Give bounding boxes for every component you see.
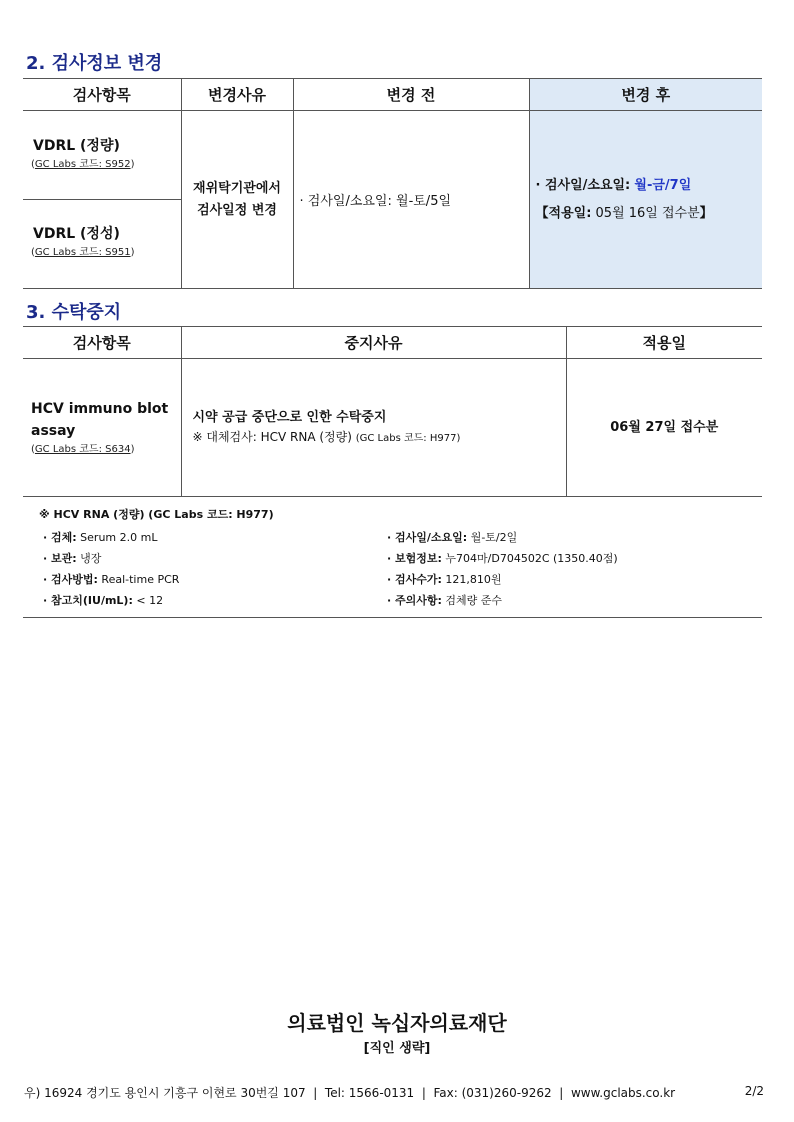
note-method: · 검사방법: Real-time PCR (43, 573, 180, 586)
after-apply-date: 【적용일: 05월 16일 접수분】 (535, 205, 713, 221)
col-header-before: 변경 전 (293, 79, 529, 111)
note-reference: · 참고치(IU/mL): < 12 (43, 594, 164, 607)
alternative-test: ※ 대체검사: HCV RNA (정량) (GC Labs 코드: H977) (192, 429, 461, 444)
table-row (23, 359, 762, 497)
col-header-change-reason: 변경사유 (181, 79, 293, 111)
seal-omitted: [직인 생략] (363, 1041, 431, 1056)
before-value: · 검사일/소요일: 월-토/5일 (299, 194, 452, 209)
test-item-code: (GC Labs 코드: S951) (31, 247, 135, 258)
after-schedule: · 검사일/소요일: 월-금/7일 (535, 177, 692, 193)
col-header-stop-reason: 중지사유 (181, 327, 566, 359)
col-header-test-item: 검사항목 (23, 327, 181, 359)
test-item-name: VDRL (정성) (33, 226, 120, 242)
apply-date-cell (566, 359, 762, 497)
col-header-test-item: 검사항목 (23, 79, 181, 111)
test-info-change-table (23, 78, 762, 289)
note-fee: · 검사수가: 121,810원 (387, 573, 502, 586)
footer-contact: 우) 16924 경기도 용인시 기흥구 이현로 30번길 107 | Tel: 1566-0131 | Fax: (031)260-9262 | www.gclabs.co.kr (24, 1086, 676, 1100)
note-storage: · 보관: 냉장 (43, 552, 102, 565)
alternative-test-info (23, 496, 762, 618)
after-cell (529, 111, 762, 289)
test-item-code: (GC Labs 코드: S952) (31, 159, 135, 170)
table-header-row (23, 327, 762, 359)
note-specimen: · 검체: Serum 2.0 mL (43, 531, 158, 544)
suspension-table (23, 326, 762, 497)
apply-date: 06월 27일 접수분 (610, 419, 719, 435)
change-reason-cell: 재위탁기관에서 검사일정 변경 (181, 111, 293, 289)
col-header-apply-date: 적용일 (566, 327, 762, 359)
section-2-title: 2. 검사정보 변경 (26, 53, 163, 74)
test-item-cell (23, 359, 181, 497)
table-row (23, 111, 762, 200)
note-insurance: · 보험정보: 누704마/D704502C (1350.40점) (387, 552, 618, 565)
notes-title: ※ HCV RNA (정량) (GC Labs 코드: H977) (39, 508, 274, 521)
note-schedule: · 검사일/소요일: 월-토/2일 (387, 531, 518, 544)
page-number: 2/2 (744, 1084, 764, 1098)
before-cell (293, 111, 529, 289)
test-item-cell (23, 111, 181, 200)
stop-reason-cell (181, 359, 566, 497)
footer (24, 1084, 764, 1101)
note-caution: · 주의사항: 검체량 준수 (387, 594, 503, 607)
test-item-name: VDRL (정량) (33, 138, 120, 154)
organization-name: 의료법인 녹십자의료재단 (287, 1011, 507, 1035)
table-header-row (23, 79, 762, 111)
test-item-code: (GC Labs 코드: S634) (31, 443, 135, 455)
section-3-title: 3. 수탁중지 (26, 302, 122, 323)
test-item-name-cont: assay (31, 422, 76, 439)
test-item-cell (23, 200, 181, 289)
stop-reason: 시약 공급 중단으로 인한 수탁중지 (192, 409, 387, 425)
test-item-name: HCV immuno blot (31, 400, 169, 417)
col-header-after: 변경 후 (529, 79, 762, 111)
